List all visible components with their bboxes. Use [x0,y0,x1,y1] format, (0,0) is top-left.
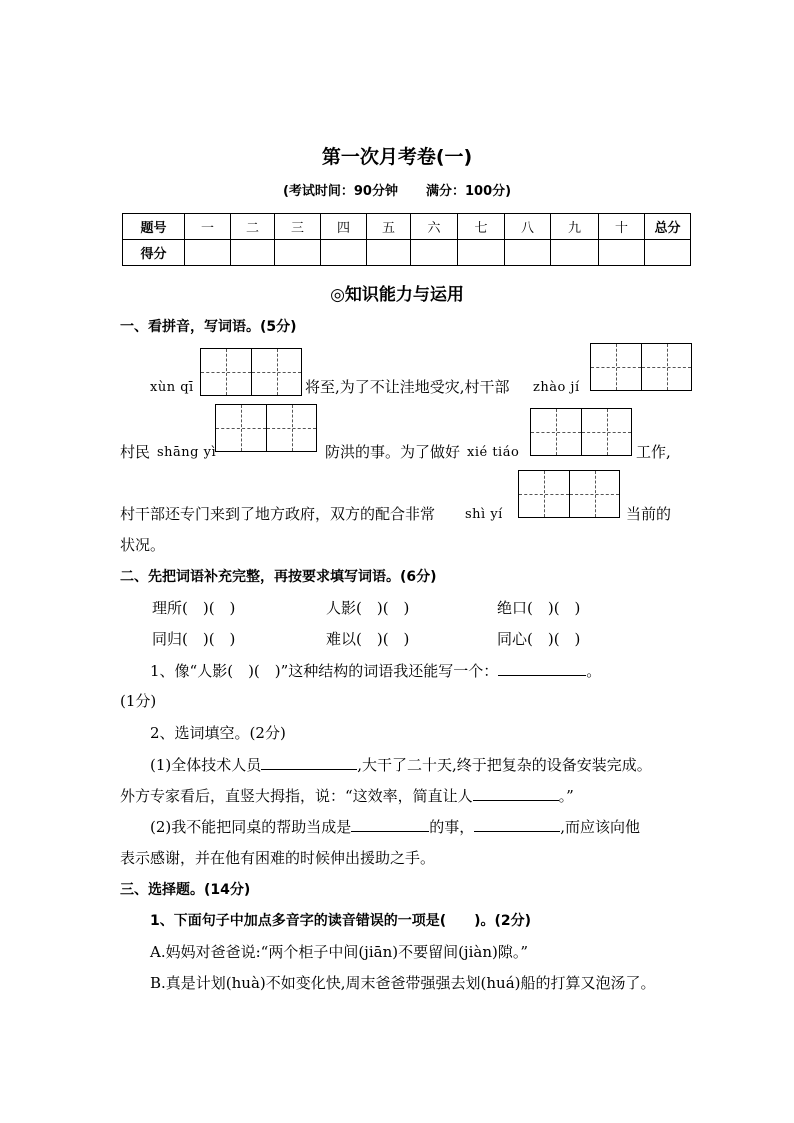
q2-sub1-score: (1分) [120,692,157,710]
score-input-cell[interactable] [231,240,275,266]
pinyin-shiyi: shì yí [465,507,503,522]
q3-sub1: 1、下面句子中加点多音字的读音错误的一项是( )。(2分) [150,913,532,929]
exam-title: 第一次月考卷(一) [321,146,473,168]
q2-sub1: 1、像“人影( )( )”这种结构的词语我还能写一个： 。 [150,662,602,680]
table-cell: 六 [411,214,458,240]
score-input-cell[interactable] [505,240,551,266]
table-cell: 二 [231,214,275,240]
score-input-cell[interactable] [551,240,599,266]
table-cell: 十 [599,214,645,240]
q1-text-6: 当前的 [626,505,672,523]
q2-sub2: 2、选词填空。(2分) [150,724,286,742]
score-input-cell[interactable] [185,240,231,266]
table-cell: 五 [367,214,411,240]
q1-text-1: 将至,为了不让洼地受灾,村干部 [305,378,510,396]
table-cell: 一 [185,214,231,240]
score-input-cell[interactable] [645,240,691,266]
pinyin-zhaoji: zhào jí [533,380,580,395]
table-cell: 九 [551,214,599,240]
idiom-item[interactable]: 绝口( )( ) [497,599,581,617]
writing-grid[interactable] [518,470,620,518]
pinyin-xunqi: xùn qī [150,380,194,395]
writing-grid[interactable] [530,408,632,456]
q2-heading: 二、先把词语补充完整，再按要求填写词语。(6分) [120,569,437,585]
table-cell: 八 [505,214,551,240]
score-table-header-row [123,214,691,240]
exam-time: (考试时间：90分钟 [282,184,398,199]
option-a[interactable]: A.妈妈对爸爸说:“两个柜子中间(jiān)不要留间(jiàn)隙。” [150,943,529,961]
table-cell: 七 [458,214,505,240]
table-cell: 总分 [645,214,691,240]
answer-blank[interactable] [351,817,429,832]
score-input-cell[interactable] [411,240,458,266]
pinyin-shangyi: shāng yì [157,445,217,460]
option-b[interactable]: B.真是计划(huà)不如变化快,周末爸爸带强强去划(huá)船的打算又泡汤了。 [150,974,656,992]
idiom-item[interactable]: 难以( )( ) [326,630,410,648]
q3-heading: 三、选择题。(14分) [120,882,251,898]
q1-heading: 一、看拼音，写词语。(5分) [120,319,297,335]
score-input-cell[interactable] [321,240,367,266]
idiom-item[interactable]: 同归( )( ) [152,630,236,648]
idiom-item[interactable]: 理所( )( ) [152,599,236,617]
table-cell: 四 [321,214,367,240]
score-input-cell[interactable] [458,240,505,266]
idiom-item[interactable]: 同心( )( ) [497,630,581,648]
full-score: 满分：100分) [425,184,512,199]
q2-sentence-2: (2)我不能把同桌的帮助当成是 的事， ,而应该向他 [150,818,641,836]
q2-sentence-1: (1)全体技术人员 ,大干了二十天,终于把复杂的设备安装完成。 [150,756,652,774]
score-table [122,213,691,266]
answer-blank[interactable] [474,817,560,832]
table-cell: 题号 [123,214,185,240]
q1-text-3: 防洪的事。为了做好 [325,443,461,461]
score-input-cell[interactable] [367,240,411,266]
exam-subtitle [0,180,794,199]
writing-grid[interactable] [590,343,692,391]
answer-blank[interactable] [473,786,559,801]
q1-text-2: 村民 [120,443,151,461]
score-input-cell[interactable] [275,240,321,266]
answer-blank[interactable] [261,755,357,770]
table-cell: 三 [275,214,321,240]
q1-text-7: 状况。 [120,536,166,554]
writing-grid[interactable] [215,404,317,452]
score-table-score-row [123,240,691,266]
section-title: ◎知识能力与运用 [330,285,464,305]
idiom-item[interactable]: 人影( )( ) [326,599,410,617]
pinyin-xietiao: xié tiáo [467,445,520,460]
writing-grid[interactable] [200,348,302,396]
q2-sentence-2b: 表示感谢，并在他有困难的时候伸出援助之手。 [120,849,436,867]
table-cell: 得分 [123,240,185,266]
q1-text-4: 工作, [636,443,671,461]
q2-sentence-1b: 外方专家看后，直竖大拇指，说：“这效率，简直让人 。” [120,787,574,805]
q1-text-5: 村干部还专门来到了地方政府，双方的配合非常 [120,505,436,523]
answer-blank[interactable] [498,661,586,676]
score-input-cell[interactable] [599,240,645,266]
